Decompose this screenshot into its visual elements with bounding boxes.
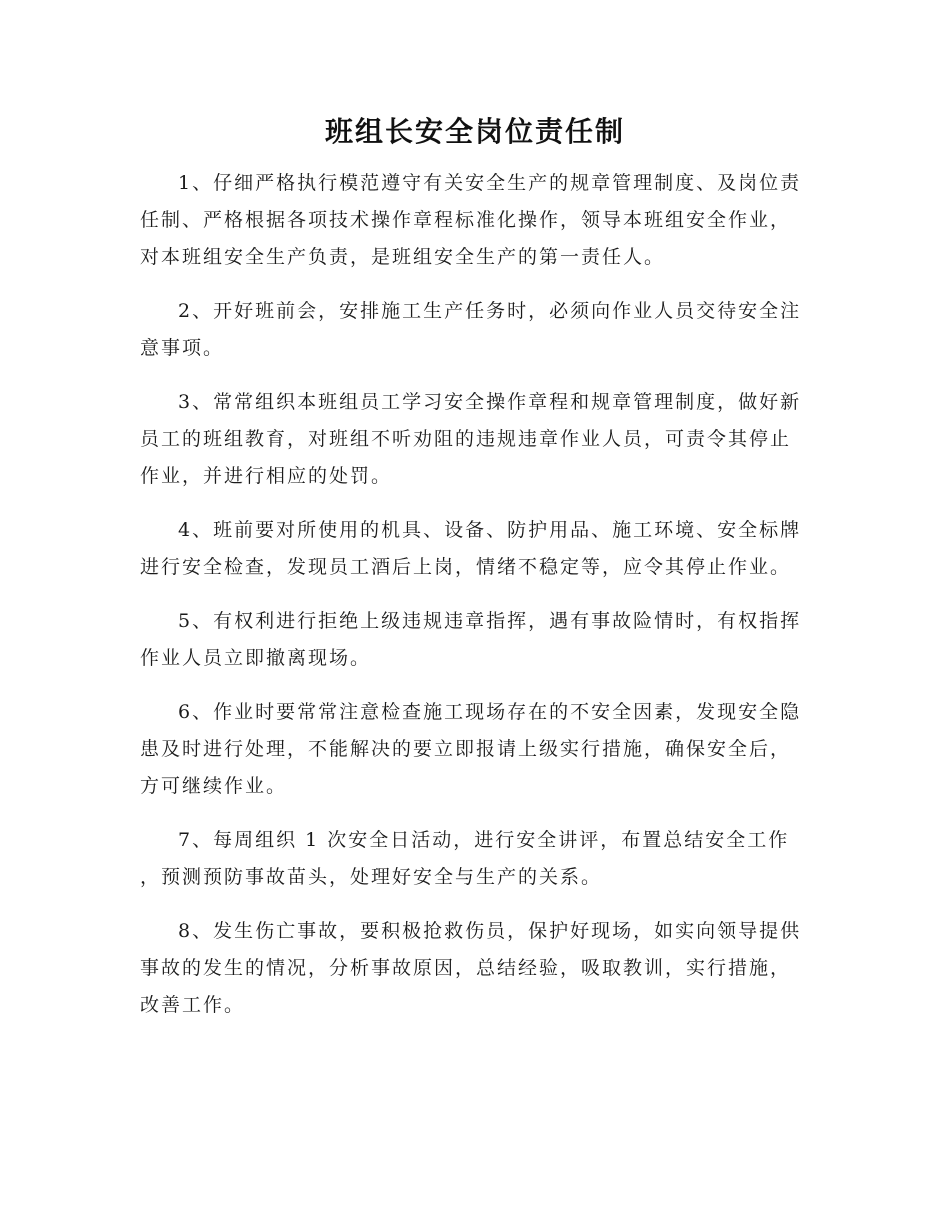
document-body: [140, 165, 810, 1041]
paragraph-2: 2、开好班前会，安排施工生产任务时，必须向作业人员交待安全注意事项。: [140, 300, 802, 359]
paragraph-8: 8、发生伤亡事故，要积极抢救伤员，保护好现场，如实向领导提供事故的发生的情况，分析事故原因，总结经验，吸取教训，实行措施，改善工作。: [140, 920, 802, 1016]
document-title: 班组长安全岗位责任制: [324, 115, 625, 148]
paragraph-7: 7、每周组织 1 次安全日活动，进行安全讲评，布置总结安全工作，预测预防事故苗头，处理好安全与生产的关系。: [140, 829, 790, 888]
paragraph-5: 5、有权利进行拒绝上级违规违章指挥，遇有事故险情时，有权指挥作业人员立即撤离现场。: [140, 610, 802, 669]
paragraph-4: 4、班前要对所使用的机具、设备、防护用品、施工环境、安全标牌进行安全检查，发现员工酒后上岗，情绪不稳定等，应令其停止作业。: [140, 519, 802, 578]
paragraph-1: 1、仔细严格执行模范遵守有关安全生产的规章管理制度、及岗位责任制、严格根据各项技术操作章程标准化操作，领导本班组安全作业，对本班组安全生产负责，是班组安全生产的第一责任人。: [140, 172, 802, 268]
paragraph-6: 6、作业时要常常注意检查施工现场存在的不安全因素，发现安全隐患及时进行处理，不能解决的要立即报请上级实行措施，确保安全后，方可继续作业。: [140, 701, 802, 797]
paragraph-3: 3、常常组织本班组员工学习安全操作章程和规章管理制度，做好新员工的班组教育，对班组不听劝阻的违规违章作业人员，可责令其停止作业，并进行相应的处罚。: [140, 391, 802, 487]
